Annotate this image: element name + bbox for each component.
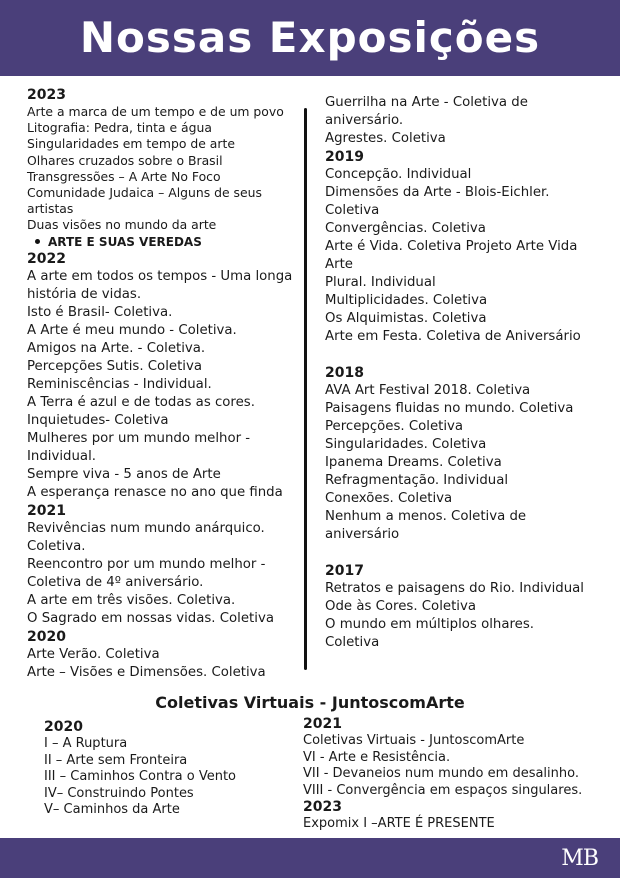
- bullet-label: ARTE E SUAS VEREDAS: [48, 234, 202, 249]
- exhibition-item: Os Alquimistas. Coletiva: [325, 311, 487, 326]
- exhibition-item: Percepções Sutis. Coletiva: [27, 358, 202, 374]
- year-block-2018: [325, 365, 615, 544]
- year-heading: 2023: [303, 799, 342, 815]
- exhibition-item: Reencontro por um mundo melhor -: [27, 556, 266, 572]
- exhibition-item: aniversário.: [325, 113, 404, 128]
- exhibition-item: artistas: [27, 201, 74, 217]
- exhibition-item: Conexões. Coletiva: [325, 491, 453, 506]
- exhibition-item: A Terra é azul e de todas as cores.: [27, 394, 255, 410]
- exhibition-item: Isto é Brasil- Coletiva.: [27, 304, 173, 320]
- exhibition-item: Percepções. Coletiva: [325, 419, 464, 434]
- year-block-2019: [325, 149, 615, 346]
- year-heading: 2021: [27, 502, 66, 519]
- year-block-2021: [27, 503, 299, 628]
- exhibition-item: O Sagrado em nossas vidas. Coletiva: [27, 610, 274, 626]
- exhibition-item: Singularidades. Coletiva: [325, 437, 487, 452]
- year-heading: 2017: [325, 563, 364, 579]
- exhibition-item: Arte a marca de um tempo e de um povo: [27, 104, 284, 119]
- year-heading: 2019: [325, 149, 364, 165]
- year-heading: 2022: [27, 250, 66, 267]
- header-banner: [0, 0, 620, 76]
- mb-logo: MB: [561, 846, 598, 871]
- exhibition-item: A Arte é meu mundo - Coletiva.: [27, 322, 237, 338]
- virtual-right-column: [303, 716, 613, 833]
- exhibition-item: Agrestes. Coletiva: [325, 131, 446, 146]
- year-heading: 2020: [44, 719, 83, 735]
- exhibition-item: Dimensões da Arte - Blois-Eichler.: [325, 185, 550, 200]
- year-heading: 2018: [325, 365, 364, 381]
- exhibition-item: Guerrilha na Arte - Coletiva de: [325, 95, 528, 110]
- exhibition-item: Revivências num mundo anárquico.: [27, 520, 265, 536]
- virtual-item: III – Caminhos Contra o Vento: [44, 769, 236, 784]
- exhibition-item: Arte em Festa. Coletiva de Aniversário: [325, 329, 581, 344]
- virtual-section-title: Coletivas Virtuais - JuntoscomArte: [155, 693, 465, 712]
- right-column: [325, 94, 615, 652]
- virtual-item: Coletivas Virtuais - JuntoscomArte: [303, 733, 525, 748]
- year-heading: 2020: [27, 628, 66, 645]
- block-spacer: [325, 346, 615, 364]
- exhibition-item: Refragmentação. Individual: [325, 473, 509, 488]
- exhibition-item: A arte em todos os tempos - Uma longa: [27, 268, 293, 284]
- year-block-2022: [27, 251, 299, 502]
- year-block-2017: [325, 563, 615, 652]
- exhibition-item: Arte é Vida. Coletiva Projeto Arte Vida: [325, 239, 578, 254]
- exhibition-item: Plural. Individual: [325, 275, 436, 290]
- exhibition-item: A esperança renasce no ano que finda: [27, 484, 283, 500]
- exhibition-item: Arte – Visões e Dimensões. Coletiva: [27, 664, 266, 680]
- virtual-item: V– Caminhos da Arte: [44, 802, 180, 817]
- page-title: Nossas Exposições: [79, 13, 541, 62]
- exhibition-item: Transgressões – A Arte No Foco: [27, 168, 221, 184]
- exhibition-item: Retratos e paisagens do Rio. Individual: [325, 581, 584, 596]
- exhibition-item: Reminiscências - Individual.: [27, 376, 212, 392]
- exhibition-item: Olhares cruzados sobre o Brasil: [27, 152, 223, 168]
- exhibition-item: história de vidas.: [27, 286, 142, 302]
- exhibition-item: Arte: [325, 257, 353, 272]
- footer-banner: [0, 838, 620, 878]
- year-block-2023: [27, 87, 299, 250]
- year-heading: 2021: [303, 716, 342, 732]
- year-heading: 2023: [27, 87, 66, 103]
- exhibition-item: Ode às Cores. Coletiva: [325, 599, 476, 614]
- virtual-item: Expomix I –ARTE É PRESENTE: [303, 816, 495, 831]
- exhibition-item: Concepção. Individual: [325, 167, 472, 182]
- exhibition-item: A arte em três visões. Coletiva.: [27, 592, 236, 608]
- exhibition-item: Coletiva de 4º aniversário.: [27, 574, 204, 590]
- continued-block: [325, 94, 615, 148]
- virtual-item: IV– Construindo Pontes: [44, 785, 194, 801]
- exhibition-item: Amigos na Arte. - Coletiva.: [27, 340, 206, 356]
- exhibition-item: Individual.: [27, 448, 96, 464]
- exhibition-item: O mundo em múltiplos olhares.: [325, 617, 534, 632]
- bullet-icon: [35, 239, 40, 244]
- exhibition-item: Coletiva: [325, 635, 380, 650]
- virtual-item: II – Arte sem Fronteira: [44, 752, 188, 768]
- column-divider: [304, 108, 307, 670]
- exhibition-item: Duas visões no mundo da arte: [27, 217, 217, 233]
- exhibition-item: AVA Art Festival 2018. Coletiva: [325, 383, 531, 398]
- exhibition-item: Sempre viva - 5 anos de Arte: [27, 466, 221, 482]
- exhibition-item: Litografia: Pedra, tinta e água: [27, 120, 212, 136]
- exhibition-item: Inquietudes- Coletiva: [27, 412, 169, 428]
- exhibition-item: Mulheres por um mundo melhor -: [27, 430, 251, 446]
- virtual-item: VII - Devaneios num mundo em desalinho.: [303, 766, 579, 781]
- bullet-item: [35, 234, 299, 250]
- exhibition-item: Nenhum a menos. Coletiva de: [325, 509, 527, 524]
- exhibition-item: Arte Verão. Coletiva: [27, 646, 160, 662]
- exhibition-item: Coletiva: [325, 203, 380, 218]
- virtual-left-column: [44, 719, 294, 819]
- exhibition-item: Convergências. Coletiva: [325, 221, 486, 236]
- left-column: [27, 86, 299, 682]
- exhibition-item: Multiplicidades. Coletiva: [325, 293, 488, 308]
- exhibition-item: aniversário: [325, 527, 400, 542]
- exhibition-item: Singularidades em tempo de arte: [27, 136, 235, 152]
- year-block-2020: [27, 629, 299, 682]
- block-spacer: [325, 544, 615, 562]
- exhibition-item: Coletiva.: [27, 538, 86, 554]
- exhibition-item: Comunidade Judaica – Alguns de seus: [27, 185, 262, 201]
- virtual-item: VI - Arte e Resistência.: [303, 749, 451, 765]
- virtual-item: VIII - Convergência em espaços singulares.: [303, 782, 583, 798]
- exhibition-item: Paisagens fluidas no mundo. Coletiva: [325, 401, 574, 416]
- virtual-item: I – A Ruptura: [44, 736, 128, 751]
- exhibition-item: Ipanema Dreams. Coletiva: [325, 455, 502, 470]
